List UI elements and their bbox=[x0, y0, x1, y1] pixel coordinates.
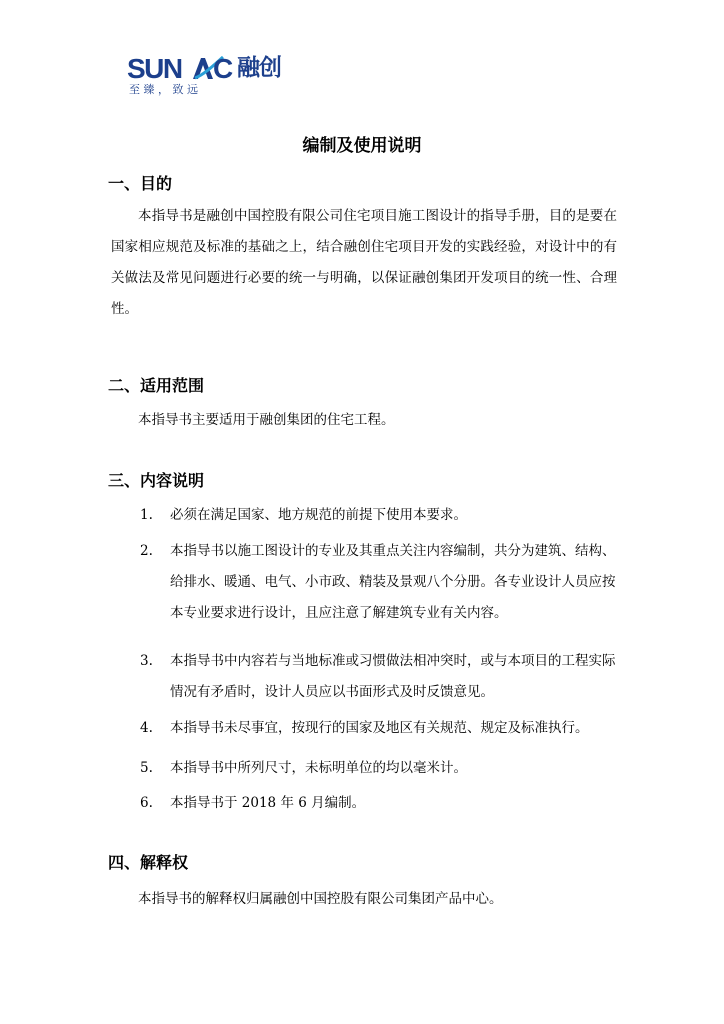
list-item bbox=[140, 713, 620, 744]
list-item bbox=[140, 753, 620, 784]
scope-body: 本指导书主要适用于融创集团的住宅工程。 bbox=[138, 412, 395, 428]
list-item-text: 本指导书于 2018 年 6 月编制。 bbox=[170, 795, 366, 811]
interpretation-body: 本指导书的解释权归属融创中国控股有限公司集团产品中心。 bbox=[138, 891, 503, 907]
list-item-number: 4. bbox=[140, 720, 153, 736]
list-item-text: 本指导书未尽事宜，按现行的国家及地区有关规范、规定及标准执行。 bbox=[170, 720, 589, 736]
heading-purpose: 一、目的 bbox=[108, 174, 173, 193]
list-item bbox=[140, 500, 620, 531]
list-item bbox=[140, 646, 620, 708]
list-item-text: 本指导书中所列尺寸，未标明单位的均以毫米计。 bbox=[170, 760, 467, 776]
sunac-logo bbox=[127, 54, 287, 98]
logo-chinese-name: 融创 bbox=[237, 55, 281, 81]
heading-content: 三、内容说明 bbox=[108, 471, 205, 490]
list-item-text: 必须在满足国家、地方规范的前提下使用本要求。 bbox=[170, 507, 467, 523]
heading-interpretation: 四、解释权 bbox=[108, 853, 189, 872]
list-item-number: 6. bbox=[140, 795, 153, 811]
heading-scope: 二、适用范围 bbox=[108, 376, 205, 395]
page-title: 编制及使用说明 bbox=[302, 136, 422, 156]
list-item bbox=[140, 788, 620, 819]
svg-text:SUN: SUN bbox=[127, 54, 182, 82]
list-item-text: 本指导书中内容若与当地标准或习惯做法相冲突时，或与本项目的工程实际情况有矛盾时，设计人员应以书面形式及时反馈意见。 bbox=[170, 653, 616, 700]
list-item-number: 5. bbox=[140, 760, 153, 776]
list-item-number: 1. bbox=[140, 507, 153, 523]
list-item bbox=[140, 536, 620, 629]
purpose-body: 本指导书是融创中国控股有限公司住宅项目施工图设计的指导手册，目的是要在国家相应规范及标准的基础之上，结合融创住宅项目开发的实践经验，对设计中的有关做法及常见问题进行必要的统一与明确，以保证融创集团开发项目的统一性、合理性。 bbox=[111, 208, 617, 317]
logo-slogan: 至 臻 ， 致 远 bbox=[129, 83, 198, 96]
list-item-number: 3. bbox=[140, 653, 153, 669]
list-item-text: 本指导书以施工图设计的专业及其重点关注内容编制，共分为建筑、结构、给排水、暖通、电气、小市政、精装及景观八个分册。各专业设计人员应按本专业要求进行设计，且应注意了解建筑专业有关内容。 bbox=[170, 543, 616, 621]
svg-text:C: C bbox=[213, 54, 233, 82]
sunac-wordmark-logo bbox=[127, 54, 233, 82]
list-item-number: 2. bbox=[140, 543, 153, 559]
